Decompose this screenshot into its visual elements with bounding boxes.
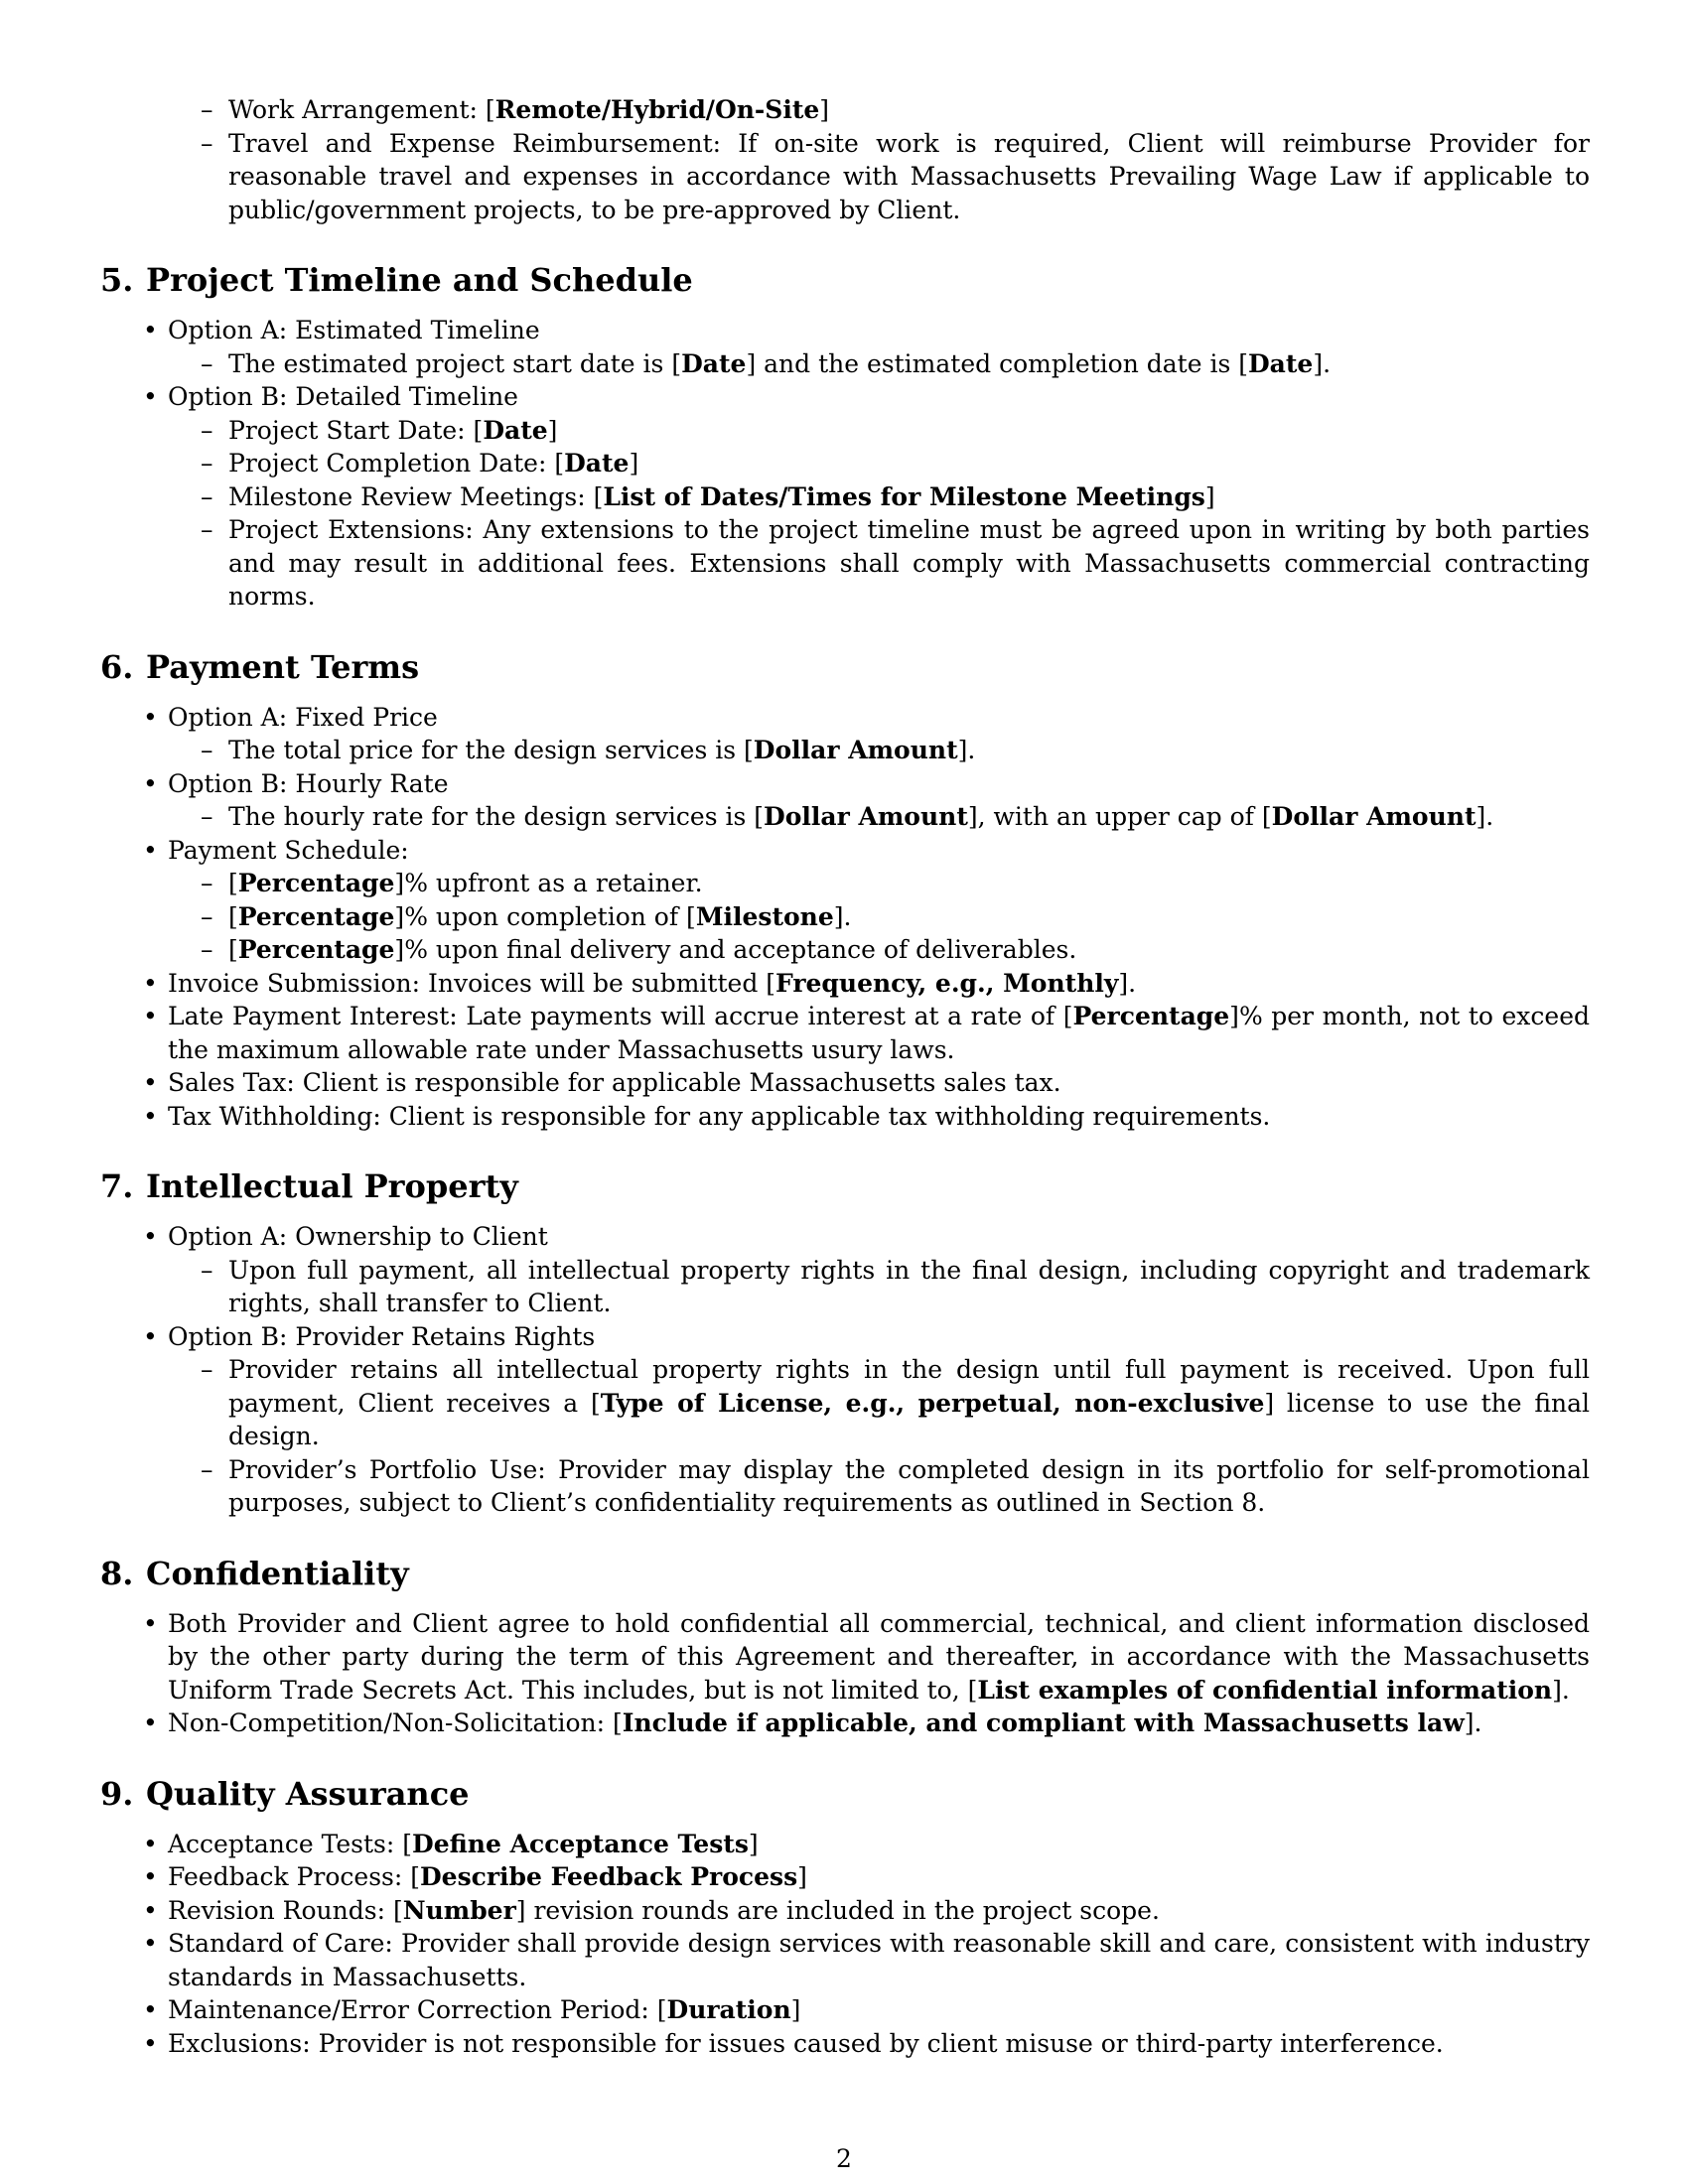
placeholder-date: Date xyxy=(483,415,548,445)
acceptance-tests-item: • Acceptance Tests: [Define Acceptance Tests] xyxy=(100,1828,1590,1861)
schedule-milestone-item: – [Percentage]% upon completion of [Milestone]. xyxy=(100,900,1590,934)
placeholder-percentage: Percentage xyxy=(237,869,395,897)
project-completion-item: – Project Completion Date: [Date] xyxy=(100,447,1590,480)
section-5-heading: 5. Project Timeline and Schedule xyxy=(100,261,693,299)
section-8-list xyxy=(100,1607,1590,1740)
payment-schedule: • Payment Schedule: xyxy=(100,834,1590,868)
placeholder-number: Number xyxy=(402,1895,516,1925)
portfolio-use-item: – Provider’s Portfolio Use: Provider may display the completed design in its portfolio for self-promotional purposes, subject to Client’s confidentiality requirements as outlined in Section 8. xyxy=(100,1453,1590,1520)
placeholder-license-type: Type of License, e.g., perpetual, non-exclusive xyxy=(600,1388,1265,1418)
option-b-hourly-rate: • Option B: Hourly Rate xyxy=(100,767,1590,801)
section-6-heading: 6. Payment Terms xyxy=(100,647,420,686)
placeholder-confidential-examples: List examples of confidential information xyxy=(977,1675,1553,1705)
option-a-fixed-price: • Option A: Fixed Price xyxy=(100,701,1590,735)
placeholder-milestone: Milestone xyxy=(695,901,834,931)
fixed-price-item: – The total price for the design services is [Dollar Amount]. xyxy=(100,734,1590,767)
placeholder-date: Date xyxy=(1248,348,1314,378)
placeholder-non-competition: Include if applicable, and compliant with Massachusetts law xyxy=(622,1708,1465,1737)
placeholder-percentage: Percentage xyxy=(1072,1002,1230,1030)
schedule-final-item: – [Percentage]% upon final delivery and acceptance of deliverables. xyxy=(100,933,1590,967)
estimated-dates-item: – The estimated project start date is [Date] and the estimated completion date is [Date]. xyxy=(100,347,1590,381)
section-8 xyxy=(100,1554,1590,1740)
project-start-item: – Project Start Date: [Date] xyxy=(100,414,1590,448)
revision-rounds-item: • Revision Rounds: [Number] revision rounds are included in the project scope. xyxy=(100,1894,1590,1928)
placeholder-milestone-meetings: List of Dates/Times for Milestone Meetings xyxy=(603,481,1205,511)
maintenance-period-item: • Maintenance/Error Correction Period: [Duration] xyxy=(100,1993,1590,2027)
placeholder-acceptance-tests: Define Acceptance Tests xyxy=(412,1829,749,1858)
hourly-rate-item: – The hourly rate for the design services is [Dollar Amount], with an upper cap of [Dollar Amount]. xyxy=(100,800,1590,834)
confidentiality-item: • Both Provider and Client agree to hold confidential all commercial, technical, and client information disclosed by the other party during the term of this Agreement and thereafter, in accordance with the Massachusetts Uniform Trade Secrets Act. This includes, but is not limited to, [List examples of confidential information]. xyxy=(100,1607,1590,1707)
placeholder-dollar-amount: Dollar Amount xyxy=(764,802,968,831)
ownership-transfer-item: – Upon full payment, all intellectual property rights in the final design, including copyright and trademark rights, shall transfer to Client. xyxy=(100,1254,1590,1320)
work-arrangement-list xyxy=(100,93,1590,226)
option-a-ownership: • Option A: Ownership to Client xyxy=(100,1220,1590,1254)
option-b-provider-retains: • Option B: Provider Retains Rights xyxy=(100,1320,1590,1354)
exclusions-item: • Exclusions: Provider is not responsible for issues caused by client misuse or third-party interference. xyxy=(100,2027,1590,2061)
section-9-list xyxy=(100,1828,1590,2061)
sales-tax-item: • Sales Tax: Client is responsible for applicable Massachusetts sales tax. xyxy=(100,1066,1590,1100)
placeholder-date: Date xyxy=(681,348,747,378)
placeholder-date: Date xyxy=(564,449,630,478)
placeholder-frequency: Frequency, e.g., Monthly xyxy=(775,968,1119,998)
placeholder-percentage: Percentage xyxy=(237,901,395,931)
document-page xyxy=(100,93,1590,2060)
section-5 xyxy=(100,260,1590,614)
placeholder-duration: Duration xyxy=(666,1995,791,2024)
section-9-heading: 9. Quality Assurance xyxy=(100,1774,470,1813)
non-competition-item: • Non-Competition/Non-Solicitation: [Include if applicable, and compliant with Massachusetts law]. xyxy=(100,1706,1590,1740)
late-payment-item: • Late Payment Interest: Late payments will accrue interest at a rate of [Percentage]% per month, not to exceed the maximum allowable rate under Massachusetts usury laws. xyxy=(100,1000,1590,1066)
page-number: 2 xyxy=(836,2144,852,2173)
project-extensions-item: – Project Extensions: Any extensions to the project timeline must be agreed upon in writing by both parties and may result in additional fees. Extensions shall comply with Massachusetts commercial contracting norms. xyxy=(100,513,1590,614)
placeholder-dollar-amount: Dollar Amount xyxy=(1271,802,1477,831)
section-7 xyxy=(100,1166,1590,1520)
placeholder-percentage: Percentage xyxy=(237,935,395,964)
option-a-estimated: • Option A: Estimated Timeline xyxy=(100,314,1590,347)
option-b-detailed: • Option B: Detailed Timeline xyxy=(100,380,1590,414)
feedback-process-item: • Feedback Process: [Describe Feedback Process] xyxy=(100,1860,1590,1894)
tax-withholding-item: • Tax Withholding: Client is responsible for any applicable tax withholding requirements. xyxy=(100,1100,1590,1134)
section-7-list xyxy=(100,1220,1590,1520)
travel-reimbursement-item: – Travel and Expense Reimbursement: If on-site work is required, Client will reimburse Provider for reasonable travel and expenses in accordance with Massachusetts Prevailing Wage Law if applicable to public/government projects, to be pre-approved by Client. xyxy=(100,127,1590,227)
work-arrangement-item: – Work Arrangement: [Remote/Hybrid/On-Site] xyxy=(100,93,1590,127)
invoice-submission-item: • Invoice Submission: Invoices will be submitted [Frequency, e.g., Monthly]. xyxy=(100,967,1590,1001)
schedule-retainer-item: – [Percentage]% upfront as a retainer. xyxy=(100,867,1590,900)
placeholder-dollar-amount: Dollar Amount xyxy=(753,736,958,764)
standard-of-care-item: • Standard of Care: Provider shall provide design services with reasonable skill and care, consistent with industry standards in Massachusetts. xyxy=(100,1927,1590,1993)
section-8-heading: 8. Confidentiality xyxy=(100,1554,409,1592)
placeholder-feedback-process: Describe Feedback Process xyxy=(420,1862,798,1891)
milestone-meetings-item: – Milestone Review Meetings: [List of Dates/Times for Milestone Meetings] xyxy=(100,480,1590,514)
section-7-heading: 7. Intellectual Property xyxy=(100,1167,518,1205)
section-9 xyxy=(100,1774,1590,2061)
section-5-list xyxy=(100,314,1590,614)
placeholder-work-arrangement: Remote/Hybrid/On-Site xyxy=(494,95,820,124)
section-6 xyxy=(100,647,1590,1134)
provider-retains-item: – Provider retains all intellectual property rights in the design until full payment is received. Upon full payment, Client receives a [Type of License, e.g., perpetual, non-exclusive] license to use the final design. xyxy=(100,1353,1590,1453)
section-6-list xyxy=(100,701,1590,1134)
